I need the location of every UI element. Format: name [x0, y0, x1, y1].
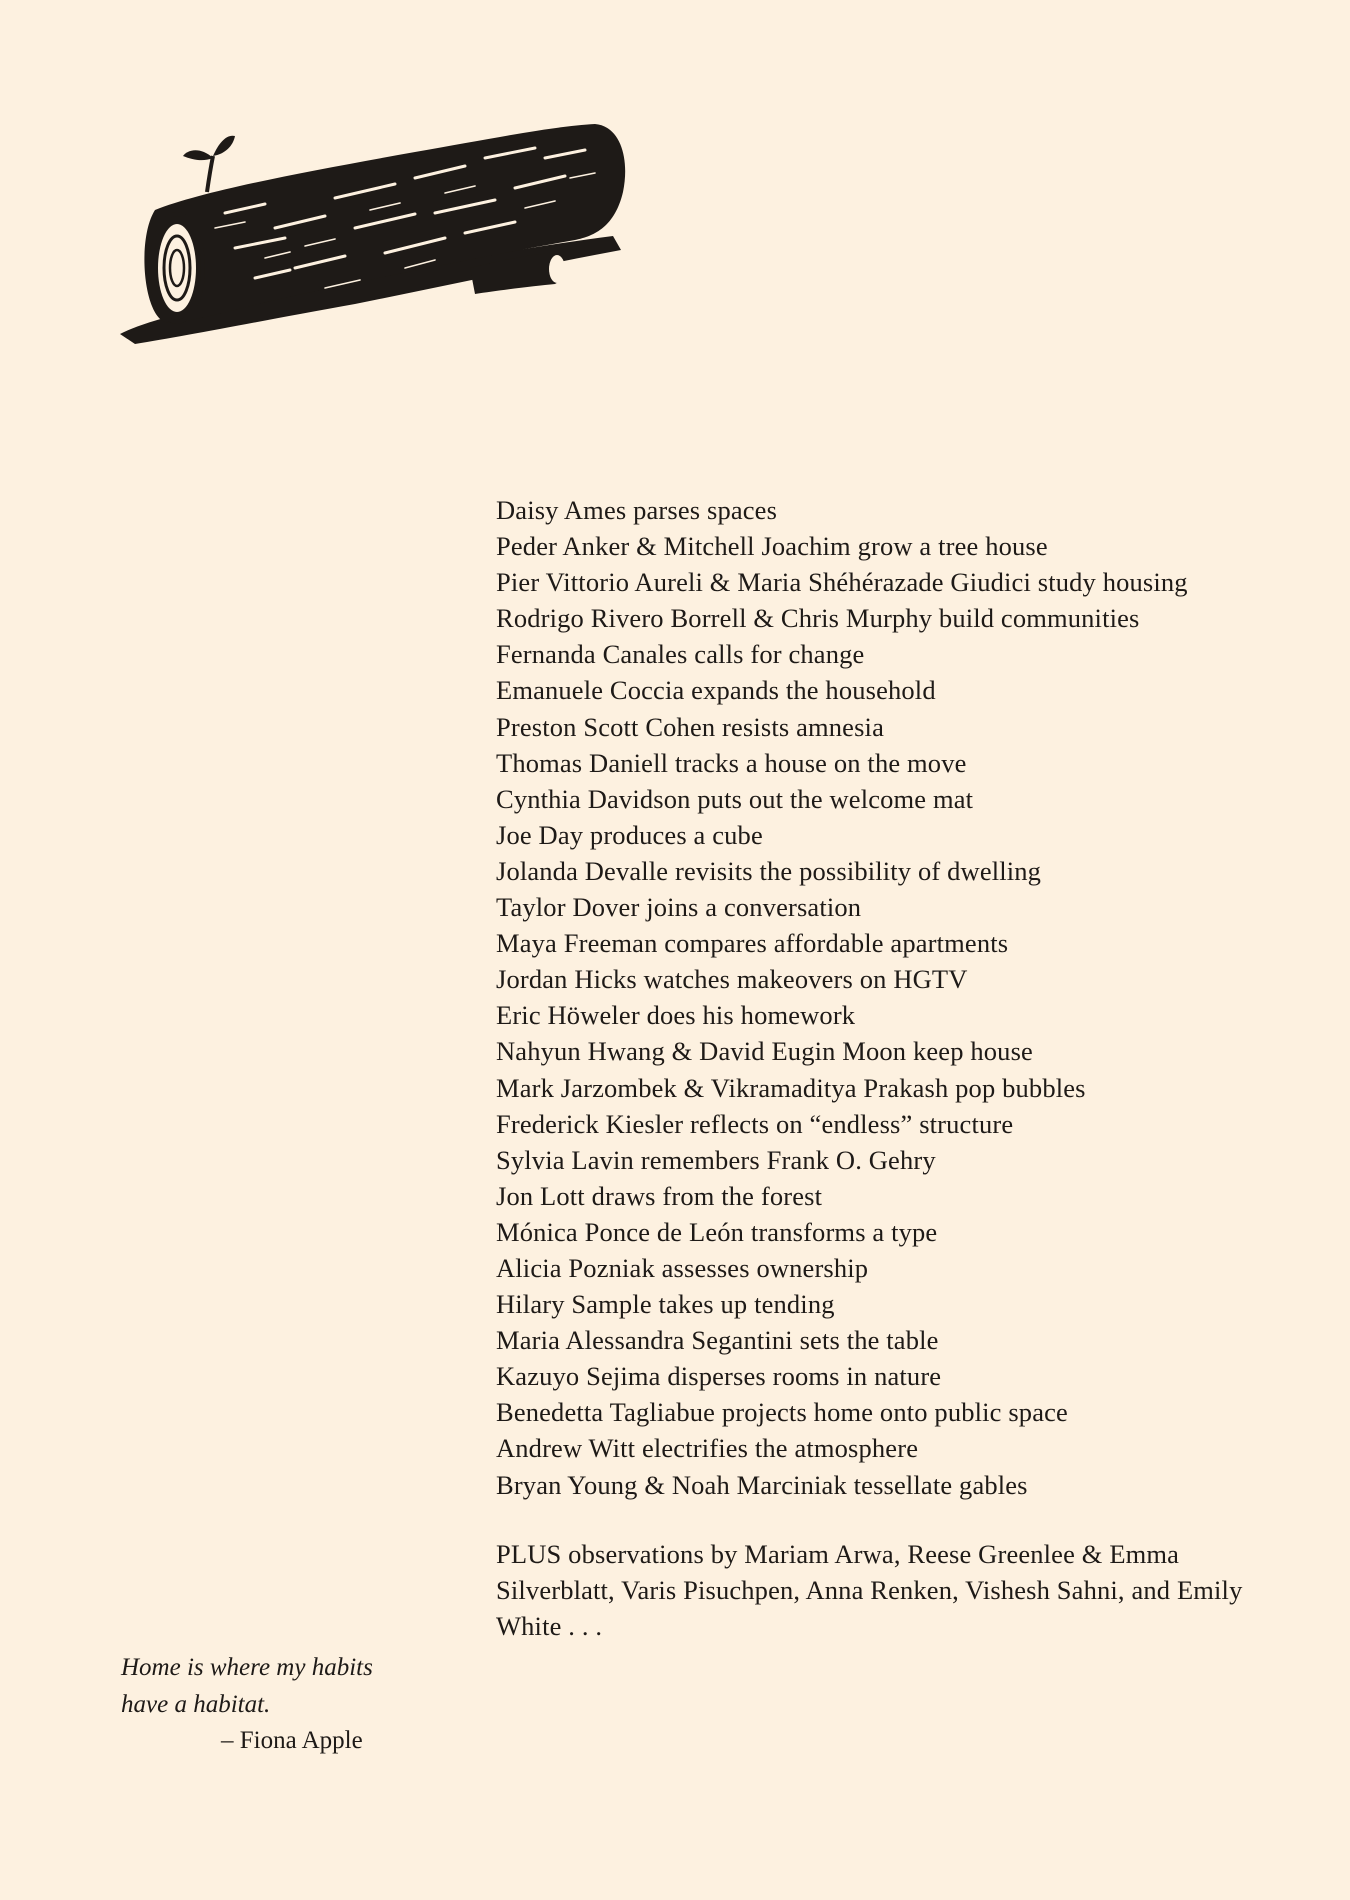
list-item: Taylor Dover joins a conversation — [496, 892, 862, 923]
list-item: Eric Höweler does his homework — [496, 1000, 856, 1031]
epigraph-attribution: – Fiona Apple — [221, 1727, 363, 1754]
list-item: Sylvia Lavin remembers Frank O. Gehry — [496, 1144, 936, 1175]
list-item: Benedetta Tagliabue projects home onto public space — [496, 1397, 1068, 1428]
list-item: Maria Alessandra Segantini sets the table — [496, 1325, 939, 1356]
list-item: Mark Jarzombek & Vikramaditya Prakash pop bubbles — [496, 1072, 1086, 1103]
list-item: Nahyun Hwang & David Eugin Moon keep house — [496, 1036, 1033, 1067]
list-item: Emanuele Coccia expands the household — [496, 675, 936, 706]
epigraph-line: have a habitat. — [121, 1690, 271, 1718]
plus-observations: PLUS observations by Mariam Arwa, Reese Greenlee & Emma Silverblatt, Varis Pisuchpen, Anna Renken, Vishesh Sahni, and Emily White . . . — [496, 1539, 1243, 1642]
list-item: Jolanda Devalle revisits the possibility of dwelling — [496, 855, 1042, 886]
list-item: Peder Anker & Mitchell Joachim grow a tree house — [496, 531, 1048, 562]
contributors-list — [496, 492, 1296, 1503]
list-item: Andrew Witt electrifies the atmosphere — [496, 1433, 919, 1464]
epigraph — [121, 1650, 451, 1760]
list-item: Thomas Daniell tracks a house on the move — [496, 747, 967, 778]
list-item: Alicia Pozniak assesses ownership — [496, 1252, 869, 1283]
list-item: Jon Lott draws from the forest — [496, 1180, 823, 1211]
epigraph-line: Home is where my habits — [121, 1654, 373, 1681]
list-item: Hilary Sample takes up tending — [496, 1289, 835, 1320]
list-item: Rodrigo Rivero Borrell & Chris Murphy build communities — [496, 603, 1140, 634]
list-item: Cynthia Davidson puts out the welcome mat — [496, 783, 974, 814]
list-item: Fernanda Canales calls for change — [496, 639, 865, 670]
list-item: Pier Vittorio Aureli & Maria Shéhérazade Giudici study housing — [496, 567, 1188, 598]
list-item: Daisy Ames parses spaces — [496, 495, 778, 525]
list-item: Bryan Young & Noah Marciniak tessellate gables — [496, 1469, 1028, 1500]
list-item: Frederick Kiesler reflects on “endless” structure — [496, 1108, 1014, 1139]
list-item: Maya Freeman compares affordable apartments — [496, 928, 1009, 959]
list-item: Jordan Hicks watches makeovers on HGTV — [496, 964, 968, 995]
log-with-sprout-icon — [115, 118, 635, 350]
list-item: Mónica Ponce de León transforms a type — [496, 1216, 938, 1247]
list-item: Preston Scott Cohen resists amnesia — [496, 711, 884, 742]
list-item: Joe Day produces a cube — [496, 819, 763, 850]
list-item: Kazuyo Sejima disperses rooms in nature — [496, 1361, 942, 1392]
